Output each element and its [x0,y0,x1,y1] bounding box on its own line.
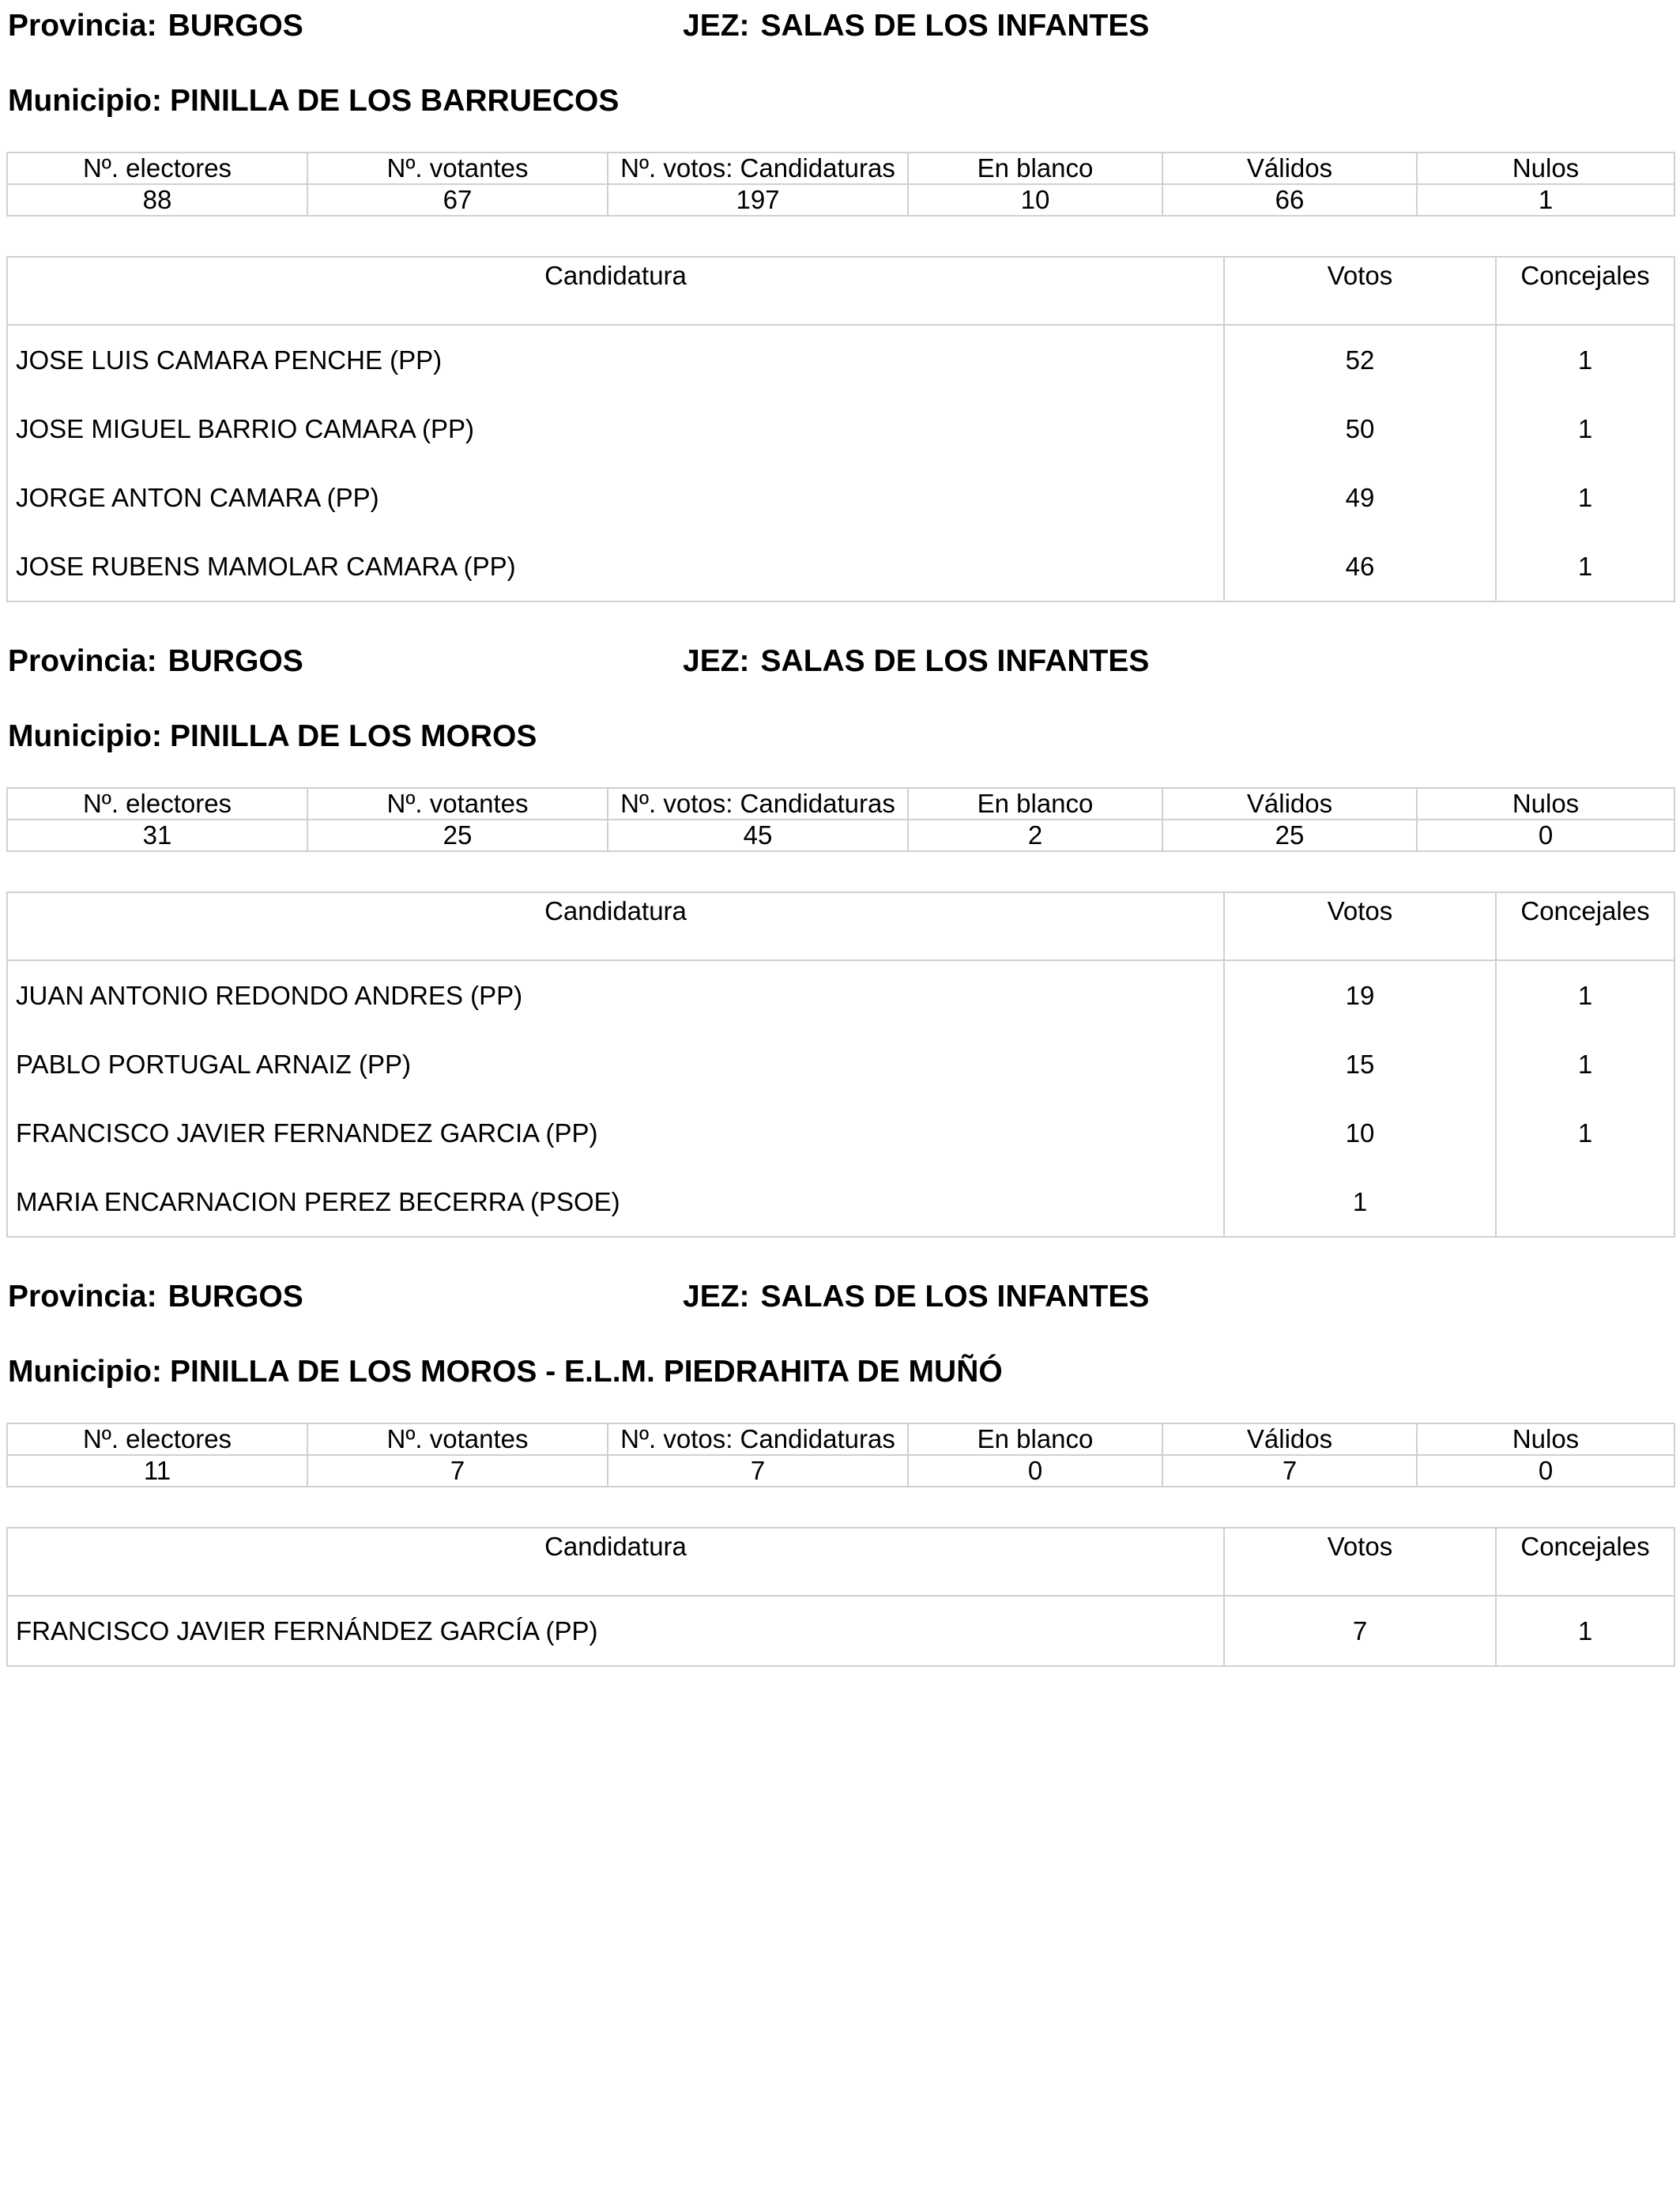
col-votos-candidaturas: Nº. votos: Candidaturas [608,788,908,820]
value-electores: 31 [7,820,307,851]
value-en-blanco: 0 [908,1455,1162,1487]
value-votantes: 67 [307,184,608,216]
municipio-label: Municipio: [8,84,162,118]
candidate-concejales: 1 [1577,1615,1593,1646]
candidate-votos: 52 [1224,325,1496,394]
col-validos: Válidos [1162,1423,1417,1455]
stats-header-row [7,153,1674,184]
provincia-label: Provincia: [8,644,157,678]
candidate-name: JOSE MIGUEL BARRIO CAMARA (PP) [7,394,1224,463]
value-nulos: 0 [1417,1455,1674,1487]
col-votos: Votos [1224,1528,1496,1596]
table-row [7,325,1674,394]
jez-label: JEZ: [683,9,750,43]
jez-label: JEZ: [683,1280,750,1314]
provincia-label: Provincia: [8,9,157,43]
candidate-name: FRANCISCO JAVIER FERNANDEZ GARCIA (PP) [7,1099,1224,1167]
table-row [7,1167,1674,1237]
provincia-value: BURGOS [168,1280,303,1314]
table-row [7,1596,1674,1666]
stats-header-row [7,1423,1674,1455]
municipio-heading [8,83,619,119]
stats-header-row [7,788,1674,820]
candidate-votos: 19 [1224,960,1496,1030]
value-nulos: 1 [1417,184,1674,216]
municipio-value: PINILLA DE LOS MOROS [169,719,537,753]
candidate-name: JUAN ANTONIO REDONDO ANDRES (PP) [7,960,1224,1030]
col-concejales: Concejales [1496,892,1674,960]
col-validos: Válidos [1162,788,1417,820]
col-votantes: Nº. votantes [307,788,608,820]
candidate-name: JOSE LUIS CAMARA PENCHE (PP) [7,325,1224,394]
stats-table [6,1423,1675,1487]
jez-value: SALAS DE LOS INFANTES [760,9,1150,43]
jez-heading [683,643,1149,680]
value-en-blanco: 10 [908,184,1162,216]
candidate-concejales: 1 [1577,1118,1593,1148]
candidate-votos: 1 [1224,1167,1496,1237]
candidate-votos: 49 [1224,463,1496,532]
value-votos-candidaturas: 7 [608,1455,908,1487]
provincia-value: BURGOS [168,9,303,43]
col-candidatura: Candidatura [7,892,1224,960]
col-concejales: Concejales [1496,257,1674,325]
candidate-votos: 10 [1224,1099,1496,1167]
jez-label: JEZ: [683,644,750,678]
col-nulos: Nulos [1417,788,1674,820]
candidate-name: MARIA ENCARNACION PEREZ BECERRA (PSOE) [7,1167,1224,1237]
candidates-header-row [7,892,1674,960]
candidate-name: JORGE ANTON CAMARA (PP) [7,463,1224,532]
value-nulos: 0 [1417,820,1674,851]
candidates-table [6,1527,1675,1667]
stats-table [6,152,1675,217]
municipio-value: PINILLA DE LOS MOROS - E.L.M. PIEDRAHITA DE MUÑÓ [169,1355,1003,1389]
table-row [7,532,1674,601]
col-votos-candidaturas: Nº. votos: Candidaturas [608,1423,908,1455]
candidates-header-row [7,257,1674,325]
value-votos-candidaturas: 45 [608,820,908,851]
municipio-value: PINILLA DE LOS BARRUECOS [169,84,620,118]
table-row [7,960,1674,1030]
col-votos: Votos [1224,892,1496,960]
jez-heading [683,1279,1149,1315]
col-candidatura: Candidatura [7,257,1224,325]
candidate-concejales: 1 [1577,980,1593,1010]
value-validos: 66 [1162,184,1417,216]
provincia-label: Provincia: [8,1280,157,1314]
candidate-votos: 7 [1224,1596,1496,1666]
col-votantes: Nº. votantes [307,153,608,184]
value-electores: 11 [7,1455,307,1487]
candidate-concejales [1496,1167,1674,1237]
municipio-heading [8,718,537,755]
provincia-heading [8,1279,303,1315]
candidate-concejales: 1 [1577,345,1593,375]
value-votos-candidaturas: 197 [608,184,908,216]
municipio-label: Municipio: [8,1355,162,1389]
candidate-name: JOSE RUBENS MAMOLAR CAMARA (PP) [7,532,1224,601]
jez-value: SALAS DE LOS INFANTES [760,1280,1150,1314]
stats-value-row [7,820,1674,851]
jez-heading [683,8,1149,44]
candidate-concejales: 1 [1577,482,1593,512]
provincia-heading [8,8,303,44]
value-validos: 25 [1162,820,1417,851]
col-en-blanco: En blanco [908,153,1162,184]
table-row [7,394,1674,463]
candidate-concejales: 1 [1577,1049,1593,1079]
value-votantes: 7 [307,1455,608,1487]
col-votos-candidaturas: Nº. votos: Candidaturas [608,153,908,184]
table-row [7,463,1674,532]
jez-value: SALAS DE LOS INFANTES [760,644,1150,678]
candidates-table [6,256,1675,602]
candidate-concejales: 1 [1577,413,1593,443]
candidates-header-row [7,1528,1674,1596]
stats-value-row [7,184,1674,216]
value-votantes: 25 [307,820,608,851]
table-row [7,1099,1674,1167]
municipio-label: Municipio: [8,719,162,753]
col-en-blanco: En blanco [908,788,1162,820]
municipio-heading [8,1354,1003,1390]
col-electores: Nº. electores [7,788,307,820]
value-electores: 88 [7,184,307,216]
candidate-votos: 15 [1224,1030,1496,1099]
col-votantes: Nº. votantes [307,1423,608,1455]
col-nulos: Nulos [1417,1423,1674,1455]
stats-value-row [7,1455,1674,1487]
col-electores: Nº. electores [7,1423,307,1455]
col-votos: Votos [1224,257,1496,325]
candidate-name: PABLO PORTUGAL ARNAIZ (PP) [7,1030,1224,1099]
stats-table [6,787,1675,852]
candidate-votos: 46 [1224,532,1496,601]
candidate-concejales: 1 [1577,551,1593,581]
provincia-value: BURGOS [168,644,303,678]
col-nulos: Nulos [1417,153,1674,184]
table-row [7,1030,1674,1099]
col-candidatura: Candidatura [7,1528,1224,1596]
candidate-votos: 50 [1224,394,1496,463]
value-en-blanco: 2 [908,820,1162,851]
candidates-table [6,892,1675,1238]
col-concejales: Concejales [1496,1528,1674,1596]
candidate-name: FRANCISCO JAVIER FERNÁNDEZ GARCÍA (PP) [7,1596,1224,1666]
col-en-blanco: En blanco [908,1423,1162,1455]
col-validos: Válidos [1162,153,1417,184]
col-electores: Nº. electores [7,153,307,184]
value-validos: 7 [1162,1455,1417,1487]
provincia-heading [8,643,303,680]
